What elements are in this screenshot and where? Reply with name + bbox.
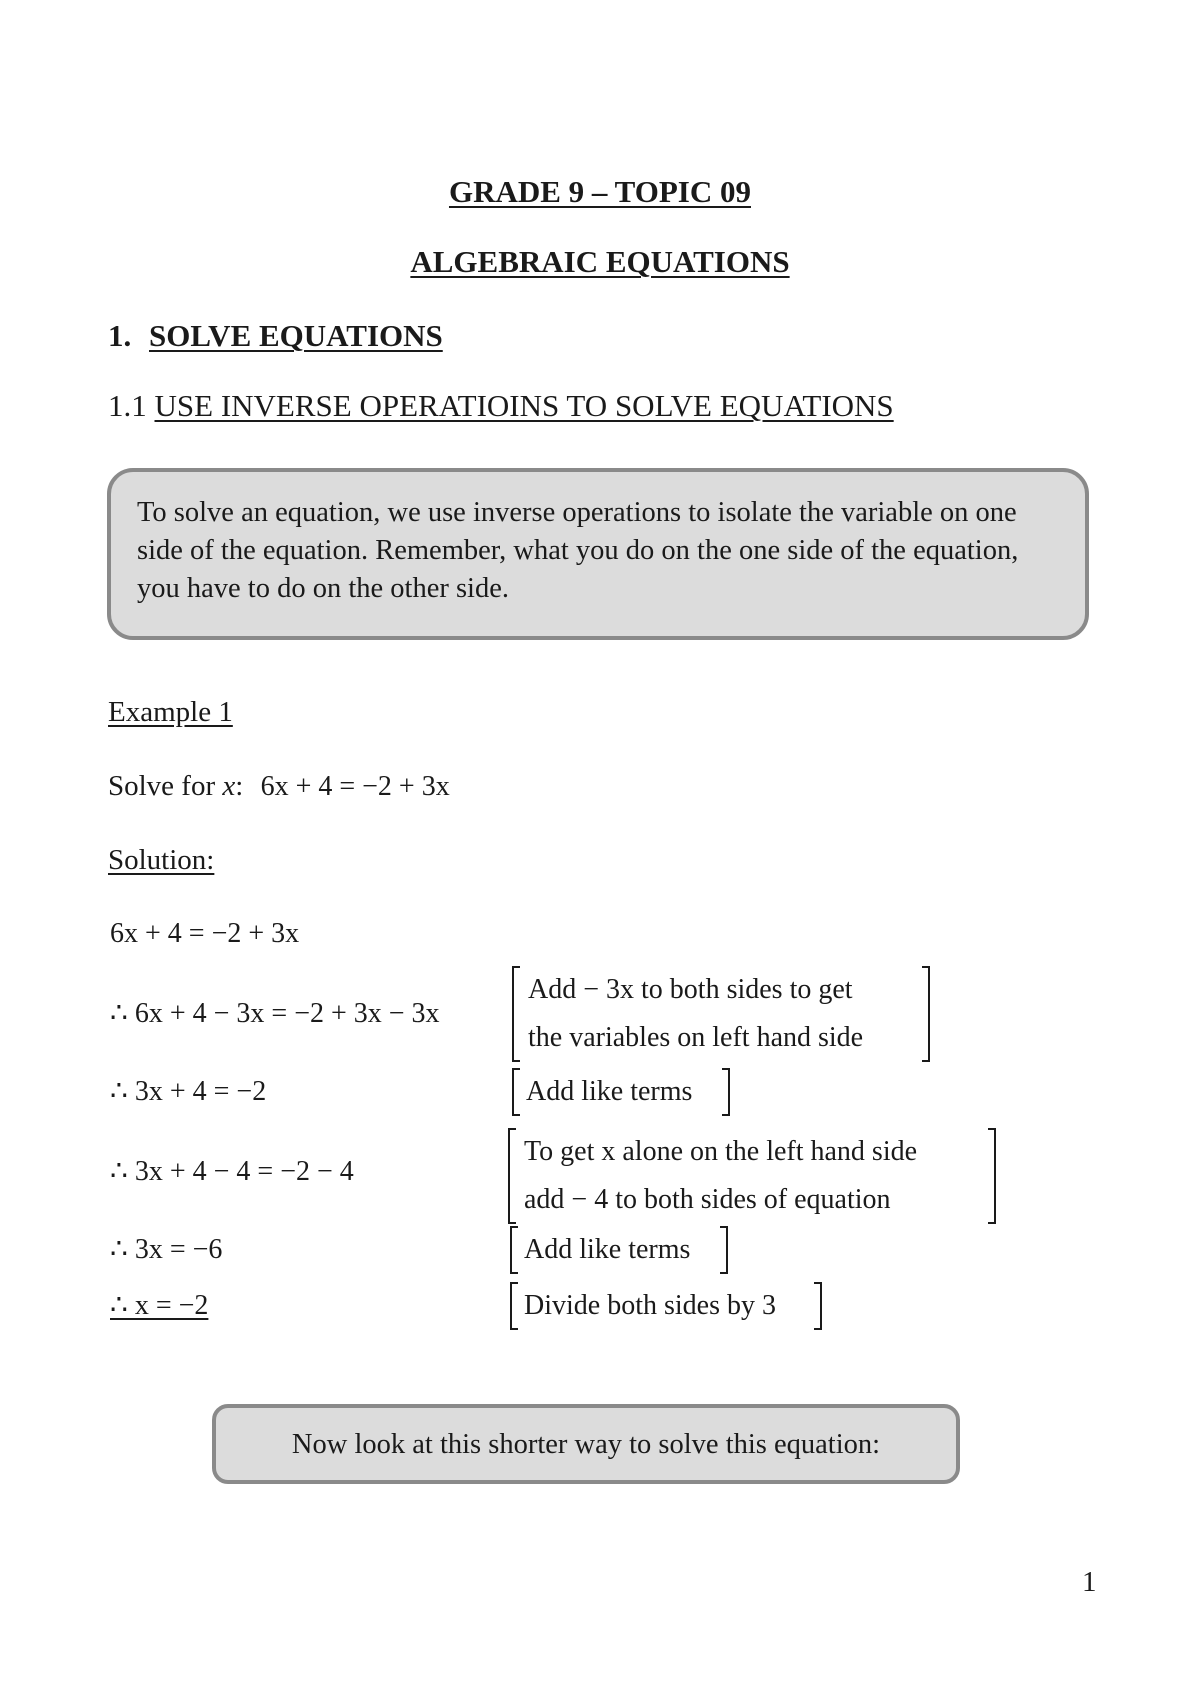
step-note-2-line2: the variables on left hand side <box>528 1022 864 1053</box>
section-number: 1. <box>108 318 132 353</box>
step-note-4-line1: To get x alone on the left hand side <box>524 1136 918 1167</box>
step-note-4 <box>508 1128 996 1224</box>
section-heading <box>108 318 443 354</box>
step-equation-6: ∴ x = −2 <box>110 1290 209 1321</box>
step-note-2 <box>512 966 930 1062</box>
example-label: Example 1 <box>108 696 233 728</box>
subsection-heading <box>108 388 894 424</box>
bottom-callout-text: Now look at this shorter way to solve this equation: <box>291 1429 881 1460</box>
step-note-6 <box>510 1282 822 1330</box>
page-number: 1 <box>1082 1566 1097 1598</box>
problem-colon: : <box>235 770 244 802</box>
step-note-5 <box>510 1226 728 1274</box>
step-note-3-line1: Add like terms <box>526 1076 693 1107</box>
callout-text: To solve an equation, we use inverse operations to isolate the variable on one side of the equation. Remember, what you do on the one side of the equation, you have to do on the other side. <box>137 497 1019 604</box>
title-algebraic-equations: ALGEBRAIC EQUATIONS <box>410 244 790 279</box>
subsection-number: 1.1 <box>108 388 147 423</box>
step-note-6-line1: Divide both sides by 3 <box>524 1290 776 1321</box>
title-grade-topic: GRADE 9 – TOPIC 09 <box>448 174 751 209</box>
section-title: SOLVE EQUATIONS <box>149 318 443 353</box>
step-equation-4: ∴ 3x + 4 − 4 = −2 − 4 <box>110 1156 354 1187</box>
step-note-4-line2: add − 4 to both sides of equation <box>524 1184 891 1215</box>
subsection-title: USE INVERSE OPERATIOINS TO SOLVE EQUATIONS <box>154 388 894 423</box>
solution-label: Solution: <box>108 844 215 876</box>
bottom-callout <box>212 1404 960 1484</box>
step-equation-3: ∴ 3x + 4 = −2 <box>110 1076 267 1107</box>
problem-variable: x <box>222 770 236 802</box>
step-note-3 <box>512 1068 730 1116</box>
problem-equation: 6x + 4 = −2 + 3x <box>260 771 450 802</box>
problem-statement <box>108 770 450 803</box>
step-equation-2: ∴ 6x + 4 − 3x = −2 + 3x − 3x <box>110 998 440 1029</box>
problem-prefix: Solve for <box>108 770 223 802</box>
step-note-5-line1: Add like terms <box>524 1234 691 1265</box>
step-note-2-line1: Add − 3x to both sides to get <box>528 974 853 1005</box>
info-callout <box>107 468 1089 640</box>
step-equation-1: 6x + 4 = −2 + 3x <box>110 918 300 949</box>
step-equation-5: ∴ 3x = −6 <box>110 1234 223 1265</box>
